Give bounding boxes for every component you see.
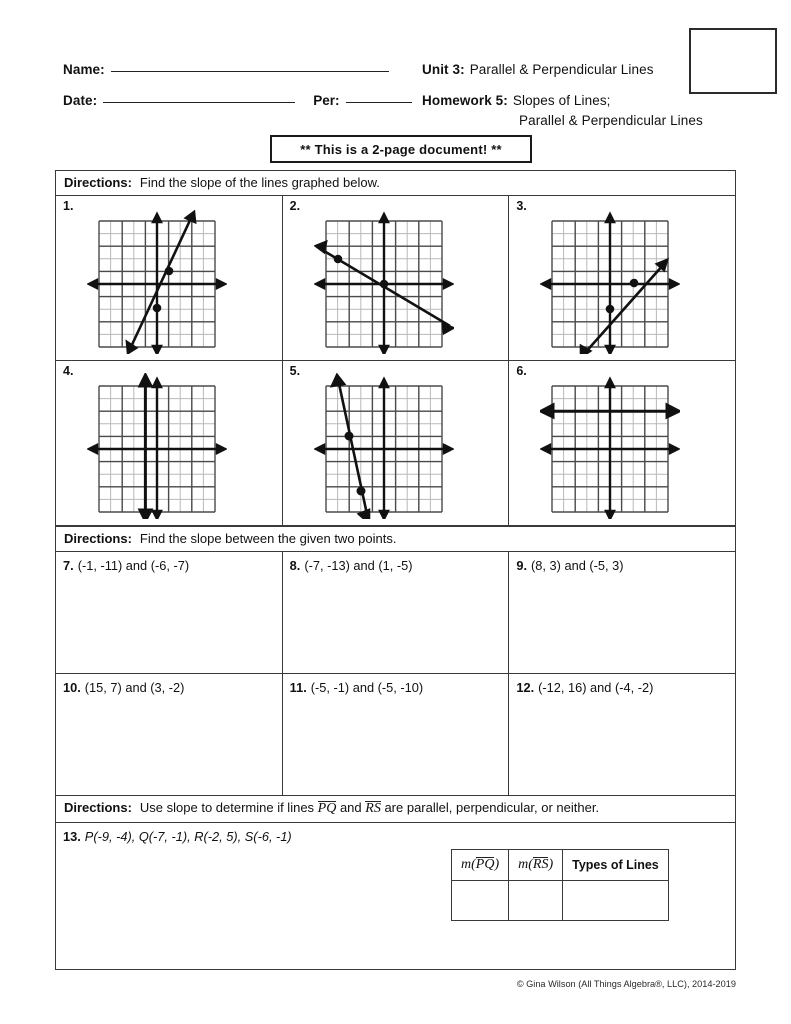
header-m-pq: m(PQ) xyxy=(452,850,509,881)
table-header-row xyxy=(452,850,669,881)
homework-subtitle-row xyxy=(519,113,703,128)
unit-label: Unit 3: xyxy=(422,62,465,77)
problem-cell-5[interactable] xyxy=(283,361,510,525)
problem-number-4: 4. xyxy=(63,364,74,378)
problem-cell-6[interactable] xyxy=(509,361,735,525)
per-label: Per: xyxy=(313,93,340,108)
problem-cell-2[interactable] xyxy=(283,196,510,360)
problem-cell-7[interactable] xyxy=(56,552,283,674)
types-of-lines-table[interactable] xyxy=(451,849,669,921)
problem-cell-10[interactable] xyxy=(56,674,283,796)
problem-text-12: (-12, 16) and (-4, -2) xyxy=(538,680,654,695)
problem-number-5: 5. xyxy=(289,364,301,378)
table-row[interactable] xyxy=(452,881,669,921)
coordinate-plane-icon xyxy=(540,208,680,354)
graph-4 xyxy=(87,373,227,519)
problem-cell-1[interactable] xyxy=(56,196,283,360)
name-row xyxy=(63,62,389,77)
directions-parallel-mid: and xyxy=(336,800,366,815)
coordinate-plane-icon xyxy=(540,373,680,519)
problem-cell-4[interactable] xyxy=(56,361,283,525)
problem-cell-9[interactable] xyxy=(509,552,735,674)
problem-number-6: 6. xyxy=(516,364,527,378)
worksheet-body xyxy=(55,170,736,970)
copyright-footer: © Gina Wilson (All Things Algebra®, LLC), 2014-2019 xyxy=(516,979,736,989)
problem-number-13: 13. xyxy=(63,829,81,844)
directions-parallel xyxy=(56,796,735,823)
segment-pq-label: PQ xyxy=(317,801,337,816)
problem-number-2: 2. xyxy=(289,199,301,213)
date-row xyxy=(63,93,412,108)
directions-points xyxy=(56,526,735,552)
per-input-line[interactable] xyxy=(346,101,412,103)
unit-title: Parallel & Perpendicular Lines xyxy=(469,62,654,77)
graph-row-1 xyxy=(56,196,735,361)
point-row-2 xyxy=(56,674,735,796)
two-page-banner: ** This is a 2-page document! ** xyxy=(270,135,532,163)
directions-points-text: Find the slope between the given two points. xyxy=(139,531,397,546)
directions-parallel-pre: Use slope to determine if lines xyxy=(139,800,318,815)
coordinate-plane-icon xyxy=(314,208,454,354)
homework-row xyxy=(422,93,611,108)
coordinate-plane-icon xyxy=(87,373,227,519)
graph-1 xyxy=(87,208,227,354)
graph-5 xyxy=(314,373,454,519)
coordinate-plane-icon xyxy=(87,208,227,354)
header-types-of-lines: Types of Lines xyxy=(563,850,669,881)
directions-label: Directions: xyxy=(64,531,132,546)
point-row-1 xyxy=(56,552,735,674)
score-box[interactable] xyxy=(689,28,777,94)
problem-text-10: (15, 7) and (3, -2) xyxy=(84,680,185,695)
segment-rs-label: RS xyxy=(365,801,381,816)
date-label: Date: xyxy=(63,93,98,108)
problem-cell-8[interactable] xyxy=(283,552,510,674)
problem-text-11: (-5, -1) and (-5, -10) xyxy=(310,680,424,695)
answer-cell-types[interactable] xyxy=(563,881,669,921)
homework-label: Homework 5: xyxy=(422,93,508,108)
header-m-rs: m(RS) xyxy=(509,850,563,881)
directions-parallel-post: are parallel, perpendicular, or neither. xyxy=(380,800,600,815)
homework-title: Slopes of Lines; xyxy=(512,93,611,108)
problem-number-1: 1. xyxy=(63,199,74,213)
date-input-line[interactable] xyxy=(103,101,295,103)
name-input-line[interactable] xyxy=(111,70,389,72)
name-label: Name: xyxy=(63,62,105,77)
problem-cell-3[interactable] xyxy=(509,196,735,360)
graph-2 xyxy=(314,208,454,354)
problem-number-11: 11. xyxy=(289,680,307,695)
answer-cell-m-pq[interactable] xyxy=(452,881,509,921)
directions-label: Directions: xyxy=(64,175,132,190)
problem-number-10: 10. xyxy=(63,680,81,695)
problem-text-13: P(-9, -4), Q(-7, -1), R(-2, 5), S(-6, -1) xyxy=(84,829,292,844)
graph-6 xyxy=(540,373,680,519)
problem-cell-13[interactable] xyxy=(56,823,735,969)
graph-3 xyxy=(540,208,680,354)
problem-text-13-line xyxy=(63,829,727,844)
problem-cell-12[interactable] xyxy=(509,674,735,796)
graph-row-2 xyxy=(56,361,735,526)
problem-number-3: 3. xyxy=(516,199,527,213)
problem-cell-11[interactable] xyxy=(283,674,510,796)
problem-text-7: (-1, -11) and (-6, -7) xyxy=(77,558,190,573)
directions-graphs-text: Find the slope of the lines graphed below. xyxy=(139,175,380,190)
problem-number-8: 8. xyxy=(289,558,301,573)
directions-label: Directions: xyxy=(64,800,132,815)
unit-row xyxy=(422,62,654,77)
problem-number-12: 12. xyxy=(516,680,535,695)
worksheet-header xyxy=(0,0,791,168)
answer-cell-m-rs[interactable] xyxy=(509,881,563,921)
homework-subtitle: Parallel & Perpendicular Lines xyxy=(519,113,703,128)
coordinate-plane-icon xyxy=(314,373,454,519)
problem-number-7: 7. xyxy=(63,558,74,573)
problem-text-8: (-7, -13) and (1, -5) xyxy=(304,558,413,573)
directions-graphs xyxy=(56,171,735,196)
problem-text-9: (8, 3) and (-5, 3) xyxy=(531,558,624,573)
problem-number-9: 9. xyxy=(516,558,528,573)
